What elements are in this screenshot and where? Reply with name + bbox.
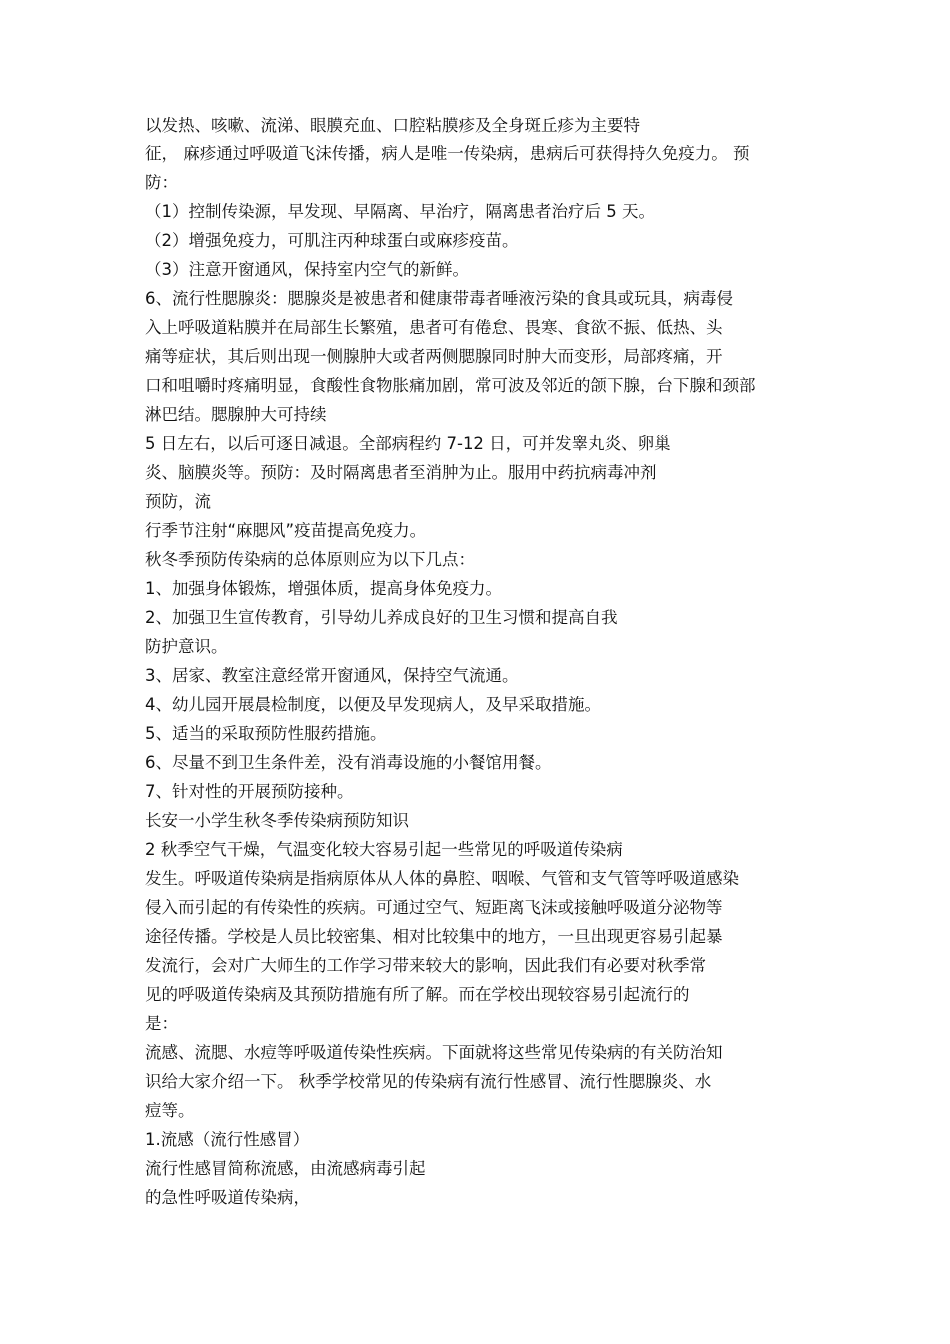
text-line: 3、居家、教室注意经常开窗通风，保持空气流通。 xyxy=(145,666,519,685)
text-line: 的急性呼吸道传染病， xyxy=(145,1188,310,1207)
text-line: 征， 麻疹通过呼吸道飞沫传播，病人是唯一传染病，患病后可获得持久免疫力。 预 xyxy=(145,144,750,163)
text-line: 途径传播。学校是人员比较密集、相对比较集中的地方，一旦出现更容易引起暴 xyxy=(145,927,723,946)
text-line: 秋冬季预防传染病的总体原则应为以下几点： xyxy=(145,550,475,569)
text-line: （1）控制传染源，早发现、早隔离、早治疗，隔离患者治疗后 5 天。 xyxy=(145,202,655,221)
text-line: 2、加强卫生宣传教育，引导幼儿养成良好的卫生习惯和提高自我 xyxy=(145,608,618,627)
text-line: 2 秋季空气干燥，气温变化较大容易引起一些常见的呼吸道传染病 xyxy=(145,840,623,859)
text-line: 发生。呼吸道传染病是指病原体从人体的鼻腔、咽喉、气管和支气管等呼吸道感染 xyxy=(145,869,739,888)
text-line: 6、流行性腮腺炎：腮腺炎是被患者和健康带毒者唾液污染的食具或玩具，病毒侵 xyxy=(145,289,733,308)
text-line: 防护意识。 xyxy=(145,637,228,656)
text-line: 流行性感冒简称流感，由流感病毒引起 xyxy=(145,1159,426,1178)
text-line: 行季节注射“麻腮风”疫苗提高免疫力。 xyxy=(145,521,427,540)
section-heading: 长安一小学生秋冬季传染病预防知识 xyxy=(145,811,409,830)
text-line: 5、适当的采取预防性服药措施。 xyxy=(145,724,387,743)
text-line: 痛等症状，其后则出现一侧腺肿大或者两侧腮腺同时肿大而变形，局部疼痛，开 xyxy=(145,347,723,366)
text-line: （2）增强免疫力，可肌注丙种球蛋白或麻疹疫苗。 xyxy=(145,231,519,250)
text-line: 7、针对性的开展预防接种。 xyxy=(145,782,354,801)
text-line: 口和咀嚼时疼痛明显，食酸性食物胀痛加剧，常可波及邻近的颌下腺，台下腺和颈部 xyxy=(145,376,756,395)
text-line: 防： xyxy=(145,173,178,192)
text-line: 炎、脑膜炎等。预防：及时隔离患者至消肿为止。服用中药抗病毒冲剂 xyxy=(145,463,657,482)
text-line: 见的呼吸道传染病及其预防措施有所了解。而在学校出现较容易引起流行的 xyxy=(145,985,690,1004)
text-line: 预防，流 xyxy=(145,492,211,511)
text-line: 识给大家介绍一下。 秋季学校常见的传染病有流行性感冒、流行性腮腺炎、水 xyxy=(145,1072,712,1091)
text-line: 1.流感（流行性感冒） xyxy=(145,1130,310,1149)
text-line: 5 日左右，以后可逐日减退。全部病程约 7-12 日，可并发睾丸炎、卵巢 xyxy=(145,434,671,453)
text-line: 1、加强身体锻炼，增强体质，提高身体免疫力。 xyxy=(145,579,502,598)
text-line: 痘等。 xyxy=(145,1101,195,1120)
text-line: 以发热、咳嗽、流涕、眼膜充血、口腔粘膜疹及全身斑丘疹为主要特 xyxy=(145,116,640,135)
text-line: 入上呼吸道粘膜并在局部生长繁殖，患者可有倦怠、畏寒、食欲不振、低热、头 xyxy=(145,318,723,337)
text-line: 4、幼儿园开展晨检制度，以便及早发现病人，及早采取措施。 xyxy=(145,695,601,714)
text-line: 发流行，会对广大师生的工作学习带来较大的影响，因此我们有必要对秋季常 xyxy=(145,956,706,975)
text-line: （3）注意开窗通风，保持室内空气的新鲜。 xyxy=(145,260,469,279)
document-body xyxy=(145,113,805,1212)
text-line: 侵入而引起的有传染性的疾病。可通过空气、短距离飞沫或接触呼吸道分泌物等 xyxy=(145,898,723,917)
text-line: 是： xyxy=(145,1014,178,1033)
text-line: 流感、流腮、水痘等呼吸道传染性疾病。下面就将这些常见传染病的有关防治知 xyxy=(145,1043,723,1062)
text-line: 淋巴结。腮腺肿大可持续 xyxy=(145,405,327,424)
text-line: 6、尽量不到卫生条件差，没有消毒设施的小餐馆用餐。 xyxy=(145,753,552,772)
